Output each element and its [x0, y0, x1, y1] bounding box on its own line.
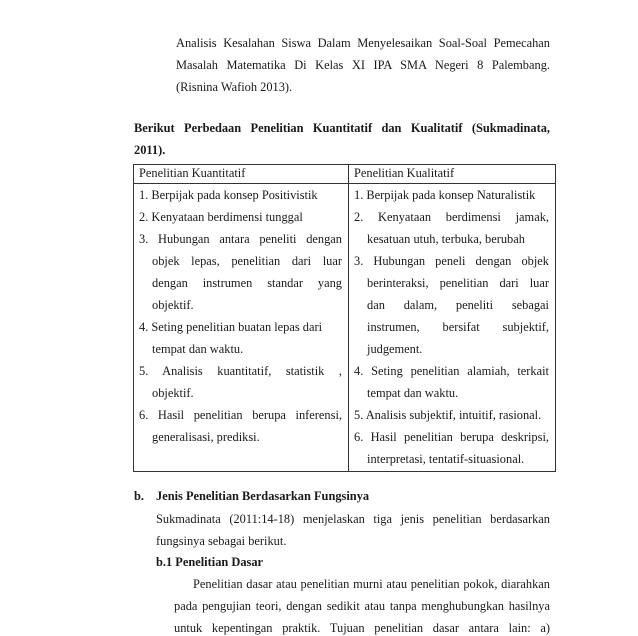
- caption-line-2: 2011).: [134, 143, 166, 157]
- list-item: dengan instrumen standar yang: [152, 276, 342, 290]
- section-b-para-line-1: Sukmadinata (2011:14-18) menjelaskan tiga jenis penelitian berdasarkan: [156, 512, 550, 526]
- comparison-table: [133, 164, 556, 472]
- b1-line-1: Penelitian dasar atau penelitian murni atau penelitian pokok, diarahkan: [193, 577, 550, 591]
- header-kuantitatif: Penelitian Kuantitatif: [134, 165, 349, 184]
- table-header-row: [134, 165, 556, 184]
- list-item: 1. Berpijak pada konsep Positivistik: [139, 188, 318, 202]
- intro-line-3: (Risnina Wafioh 2013).: [176, 80, 293, 94]
- list-item: 3. Hubungan antara peneliti dengan: [139, 232, 342, 246]
- subsection-b1-title: b.1 Penelitian Dasar: [156, 555, 264, 569]
- list-item: 5. Analisis subjektif, intuitif, rasional.: [354, 408, 542, 422]
- b1-line-3: untuk kepentingan praktik. Tujuan penelitian dasar antara lain: a): [174, 621, 550, 635]
- caption-line-1: Berikut Perbedaan Penelitian Kuantitatif dan Kualitatif (Sukmadinata,: [134, 121, 550, 135]
- list-item: tempat dan waktu.: [367, 386, 459, 400]
- list-item: objek lepas, penelitian dari luar: [152, 254, 342, 268]
- section-b-para-line-2: fungsinya sebagai berikut.: [156, 534, 287, 548]
- list-item: 6. Hasil penelitian berupa deskripsi,: [354, 430, 549, 444]
- list-item: 3. Hubungan peneli dengan objek: [354, 254, 549, 268]
- intro-line-2: Masalah Matematika Di Kelas XI IPA SMA Negeri 8 Palembang.: [176, 58, 550, 72]
- list-item: 6. Hasil penelitian berupa inferensi,: [139, 408, 342, 422]
- list-item: 4. Seting penelitian buatan lepas dari: [139, 320, 323, 334]
- section-b-marker: b.: [134, 489, 144, 503]
- list-item: tempat dan waktu.: [152, 342, 244, 356]
- intro-line-1: Analisis Kesalahan Siswa Dalam Menyelesaikan Soal-Soal Pemecahan: [176, 36, 550, 50]
- list-item: berinteraksi, penelitian dari luar: [367, 276, 549, 290]
- list-item: judgement.: [367, 342, 423, 356]
- list-item: kesatuan utuh, terbuka, berubah: [367, 232, 525, 246]
- header-kualitatif: Penelitian Kualitatif: [349, 165, 556, 184]
- list-item: dan dalam, peneliti sebagai: [367, 298, 549, 312]
- list-item: 2. Kenyataan berdimensi tunggal: [139, 210, 303, 224]
- list-item: 1. Berpijak pada konsep Naturalistik: [354, 188, 536, 202]
- list-item: interpretasi, tentatif-situasional.: [367, 452, 525, 466]
- list-item: instrumen, bersifat subjektif,: [367, 320, 549, 334]
- list-item: objektif.: [152, 298, 194, 312]
- table-body-row: [134, 184, 556, 472]
- list-item: objektif.: [152, 386, 194, 400]
- column-kuantitatif: [134, 184, 349, 472]
- list-item: 4. Seting penelitian alamiah, terkait: [354, 364, 549, 378]
- b1-line-2: pada pengujian teori, dengan sedikit atau tanpa menghubungkan hasilnya: [174, 599, 550, 613]
- section-b-title: Jenis Penelitian Berdasarkan Fungsinya: [156, 489, 370, 503]
- column-kualitatif: [349, 184, 556, 472]
- list-item: generalisasi, prediksi.: [152, 430, 260, 444]
- list-item: 5. Analisis kuantitatif, statistik ,: [139, 364, 342, 378]
- list-item: 2. Kenyataan berdimensi jamak,: [354, 210, 549, 224]
